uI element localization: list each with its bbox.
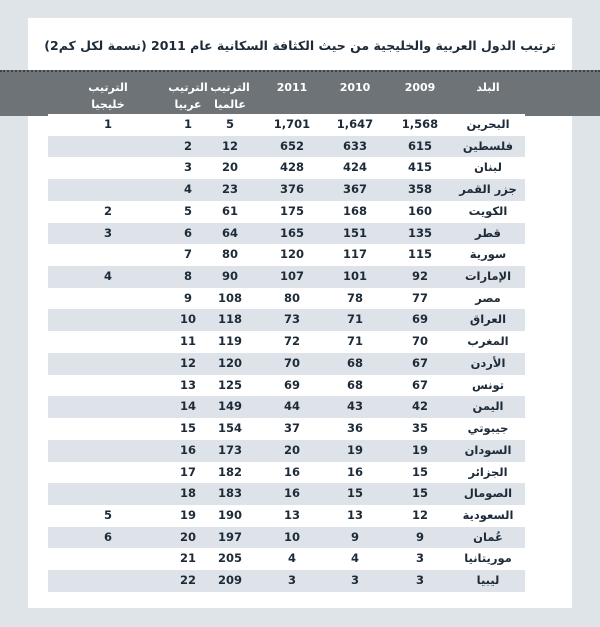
- cell-year-2009: 77: [411, 290, 428, 305]
- table-row: [48, 179, 525, 201]
- cell-arab-rank: 15: [179, 421, 196, 436]
- cell-gulf-rank: 1: [103, 117, 112, 131]
- cell-gulf-rank: [72, 462, 144, 484]
- cell-year-2009: 42: [411, 399, 428, 414]
- cell-year-2011: 16: [283, 464, 300, 479]
- column-header-gulf-rank: [72, 76, 144, 114]
- table-header-row: [0, 70, 600, 116]
- cell-arab-rank: 4: [183, 182, 192, 197]
- cell-country: اليمن: [472, 399, 504, 414]
- cell-year-2011: 376: [279, 182, 304, 197]
- cell-country: مصر: [475, 290, 501, 305]
- cell-world-rank: 205: [217, 551, 242, 566]
- cell-year-2010: 117: [342, 247, 367, 262]
- cell-gulf-rank: 6: [103, 529, 112, 544]
- cell-year-2011: 120: [279, 247, 304, 262]
- table-row: [48, 331, 525, 353]
- cell-year-2010: 36: [346, 421, 363, 436]
- cell-gulf-rank: [72, 375, 144, 397]
- cell-arab-rank: 13: [179, 377, 196, 392]
- cell-country: عُمان: [473, 529, 503, 544]
- cell-arab-rank: 14: [179, 399, 196, 414]
- column-header-arab-rank-line1: الترتيب: [168, 81, 208, 94]
- cell-country: الإمارات: [464, 269, 512, 284]
- column-header-country-line1: البلد: [476, 81, 500, 94]
- cell-arab-rank: 19: [179, 507, 196, 522]
- cell-year-2010: 168: [342, 203, 367, 218]
- column-header-year-2011: [256, 76, 328, 114]
- cell-country: السعودية: [462, 507, 514, 522]
- table-body: [48, 114, 525, 592]
- cell-arab-rank: 20: [179, 529, 196, 544]
- cell-year-2010: 68: [346, 377, 363, 392]
- cell-country: الجزائر: [468, 464, 508, 479]
- cell-year-2009: 415: [407, 160, 432, 175]
- cell-gulf-rank: 4: [103, 269, 112, 284]
- cell-year-2010: 633: [342, 138, 367, 153]
- cell-year-2011: 107: [279, 269, 304, 284]
- cell-world-rank: 154: [217, 421, 242, 436]
- cell-arab-rank: 7: [183, 247, 192, 262]
- cell-year-2010: 13: [346, 507, 363, 522]
- cell-world-rank: 183: [217, 486, 242, 501]
- cell-year-2011: 10: [283, 529, 300, 544]
- cell-year-2010: 68: [346, 355, 363, 370]
- table-row: [48, 440, 525, 462]
- cell-world-rank: 12: [221, 138, 238, 153]
- table-row: [48, 505, 525, 527]
- cell-arab-rank: 6: [183, 225, 192, 240]
- cell-world-rank: 5: [225, 117, 234, 131]
- column-header-year-2009: [384, 76, 456, 114]
- cell-year-2010: 101: [342, 269, 367, 284]
- cell-gulf-rank: [72, 179, 144, 201]
- cell-gulf-rank: [72, 548, 144, 570]
- cell-world-rank: 23: [221, 182, 238, 197]
- cell-year-2010: 3: [350, 573, 359, 588]
- cell-year-2011: 175: [279, 203, 304, 218]
- cell-country: تونس: [471, 377, 505, 392]
- table-row: [48, 157, 525, 179]
- cell-year-2009: 115: [407, 247, 432, 262]
- cell-arab-rank: 5: [183, 203, 192, 218]
- cell-year-2010: 71: [346, 334, 363, 349]
- cell-year-2010: 71: [346, 312, 363, 327]
- cell-country: الكويت: [468, 203, 508, 218]
- cell-country: قطر: [475, 225, 501, 240]
- cell-year-2009: 19: [411, 442, 428, 457]
- cell-gulf-rank: [72, 483, 144, 505]
- table-row: [48, 266, 525, 288]
- cell-year-2011: 72: [283, 334, 300, 349]
- table-row: [48, 309, 525, 331]
- cell-year-2009: 3: [415, 573, 424, 588]
- cell-world-rank: 190: [217, 507, 242, 522]
- table-row: [48, 527, 525, 549]
- cell-year-2009: 135: [407, 225, 432, 240]
- cell-year-2010: 1,647: [336, 117, 374, 131]
- table-row: [48, 570, 525, 592]
- cell-country: لبنان: [474, 160, 502, 175]
- cell-arab-rank: 16: [179, 442, 196, 457]
- cell-arab-rank: 17: [179, 464, 196, 479]
- cell-world-rank: 149: [217, 399, 242, 414]
- cell-country: فلسطين: [462, 138, 514, 153]
- cell-year-2009: 12: [411, 507, 428, 522]
- cell-world-rank: 61: [221, 203, 238, 218]
- cell-world-rank: 119: [217, 334, 242, 349]
- column-header-gulf-rank-line2: خليجيا: [91, 98, 125, 112]
- cell-arab-rank: 3: [183, 160, 192, 175]
- cell-country: جزر القمر: [459, 182, 517, 197]
- cell-arab-rank: 1: [183, 117, 192, 131]
- table-row: [48, 136, 525, 158]
- cell-gulf-rank: [72, 396, 144, 418]
- cell-world-rank: 120: [217, 355, 242, 370]
- table-row: [48, 288, 525, 310]
- cell-year-2009: 15: [411, 464, 428, 479]
- cell-year-2009: 3: [415, 551, 424, 566]
- cell-year-2009: 35: [411, 421, 428, 436]
- table-row: [48, 418, 525, 440]
- cell-year-2010: 9: [350, 529, 359, 544]
- cell-arab-rank: 22: [179, 573, 196, 588]
- cell-year-2011: 428: [279, 160, 304, 175]
- cell-country: البحرين: [466, 117, 510, 131]
- cell-year-2011: 73: [283, 312, 300, 327]
- table-row: [48, 483, 525, 505]
- cell-year-2011: 20: [283, 442, 300, 457]
- cell-year-2009: 70: [411, 334, 428, 349]
- cell-year-2010: 424: [342, 160, 367, 175]
- cell-gulf-rank: [72, 136, 144, 158]
- cell-year-2009: 67: [411, 355, 428, 370]
- column-header-arab-rank-line2: عربيا: [174, 98, 202, 112]
- cell-year-2011: 652: [279, 138, 304, 153]
- table-row: [48, 244, 525, 266]
- cell-world-rank: 80: [221, 247, 238, 262]
- cell-world-rank: 108: [217, 290, 242, 305]
- cell-arab-rank: 11: [179, 334, 196, 349]
- cell-country: السودان: [464, 442, 512, 457]
- cell-gulf-rank: [72, 244, 144, 266]
- cell-country: الأردن: [470, 355, 506, 370]
- cell-world-rank: 182: [217, 464, 242, 479]
- cell-year-2009: 92: [411, 269, 428, 284]
- cell-world-rank: 20: [221, 160, 238, 175]
- cell-year-2009: 615: [407, 138, 432, 153]
- cell-year-2009: 1,568: [401, 117, 439, 131]
- column-header-year-2010-line1: 2010: [339, 81, 371, 94]
- cell-year-2011: 3: [287, 573, 296, 588]
- cell-gulf-rank: [72, 570, 144, 592]
- cell-year-2010: 367: [342, 182, 367, 197]
- column-header-world-rank-line1: الترتيب: [210, 81, 250, 94]
- cell-gulf-rank: 2: [103, 203, 112, 218]
- table-row: [48, 353, 525, 375]
- cell-world-rank: 197: [217, 529, 242, 544]
- table-row: [48, 114, 525, 136]
- cell-world-rank: 125: [217, 377, 242, 392]
- cell-year-2011: 16: [283, 486, 300, 501]
- table-row: [48, 548, 525, 570]
- cell-world-rank: 90: [221, 269, 238, 284]
- cell-gulf-rank: [72, 309, 144, 331]
- table-row: [48, 462, 525, 484]
- cell-arab-rank: 9: [183, 290, 192, 305]
- cell-world-rank: 64: [221, 225, 238, 240]
- cell-arab-rank: 8: [183, 269, 192, 284]
- cell-arab-rank: 12: [179, 355, 196, 370]
- cell-year-2011: 37: [283, 421, 300, 436]
- cell-arab-rank: 21: [179, 551, 196, 566]
- cell-year-2010: 15: [346, 486, 363, 501]
- column-header-year-2010: [319, 76, 391, 114]
- cell-arab-rank: 10: [179, 312, 196, 327]
- cell-year-2009: 160: [407, 203, 432, 218]
- table-row: [48, 201, 525, 223]
- cell-country: ليبيا: [476, 573, 500, 588]
- table-row: [48, 375, 525, 397]
- cell-year-2010: 78: [346, 290, 363, 305]
- cell-year-2009: 358: [407, 182, 432, 197]
- cell-year-2011: 69: [283, 377, 300, 392]
- column-header-gulf-rank-line1: الترتيب: [88, 81, 128, 94]
- cell-country: المغرب: [467, 334, 509, 349]
- cell-year-2010: 43: [346, 399, 363, 414]
- cell-gulf-rank: [72, 288, 144, 310]
- cell-arab-rank: 18: [179, 486, 196, 501]
- cell-country: موريتانيا: [464, 551, 512, 566]
- cell-gulf-rank: [72, 157, 144, 179]
- cell-year-2009: 15: [411, 486, 428, 501]
- cell-gulf-rank: [72, 418, 144, 440]
- cell-year-2011: 80: [283, 290, 300, 305]
- cell-year-2010: 151: [342, 225, 367, 240]
- cell-year-2011: 4: [287, 551, 296, 566]
- cell-gulf-rank: 5: [103, 507, 112, 522]
- cell-year-2010: 4: [350, 551, 359, 566]
- cell-year-2009: 67: [411, 377, 428, 392]
- cell-world-rank: 118: [217, 312, 242, 327]
- cell-gulf-rank: [72, 353, 144, 375]
- column-header-country: [452, 76, 524, 114]
- table-row: [48, 396, 525, 418]
- cell-world-rank: 173: [217, 442, 242, 457]
- cell-arab-rank: 2: [183, 138, 192, 153]
- cell-year-2010: 19: [346, 442, 363, 457]
- cell-gulf-rank: [72, 440, 144, 462]
- cell-year-2010: 16: [346, 464, 363, 479]
- cell-year-2011: 44: [283, 399, 300, 414]
- cell-country: جيبوتي: [467, 421, 509, 436]
- cell-gulf-rank: [72, 331, 144, 353]
- column-header-year-2009-line1: 2009: [404, 81, 436, 94]
- cell-country: سورية: [469, 247, 507, 262]
- column-header-year-2011-line1: 2011: [276, 81, 308, 94]
- cell-year-2011: 1,701: [273, 117, 311, 131]
- cell-year-2011: 165: [279, 225, 304, 240]
- cell-gulf-rank: 3: [103, 225, 112, 240]
- cell-year-2011: 70: [283, 355, 300, 370]
- column-header-world-rank-line2: عالميا: [214, 98, 246, 112]
- cell-world-rank: 209: [217, 573, 242, 588]
- cell-year-2009: 69: [411, 312, 428, 327]
- cell-country: العراق: [469, 312, 507, 327]
- cell-year-2011: 13: [283, 507, 300, 522]
- page-title: ترتيب الدول العربية والخليجية من حيث الكثافة السكانية عام 2011 (نسمة لكل كم2): [44, 37, 556, 53]
- cell-country: الصومال: [463, 486, 513, 501]
- cell-year-2009: 9: [415, 529, 424, 544]
- table-row: [48, 223, 525, 245]
